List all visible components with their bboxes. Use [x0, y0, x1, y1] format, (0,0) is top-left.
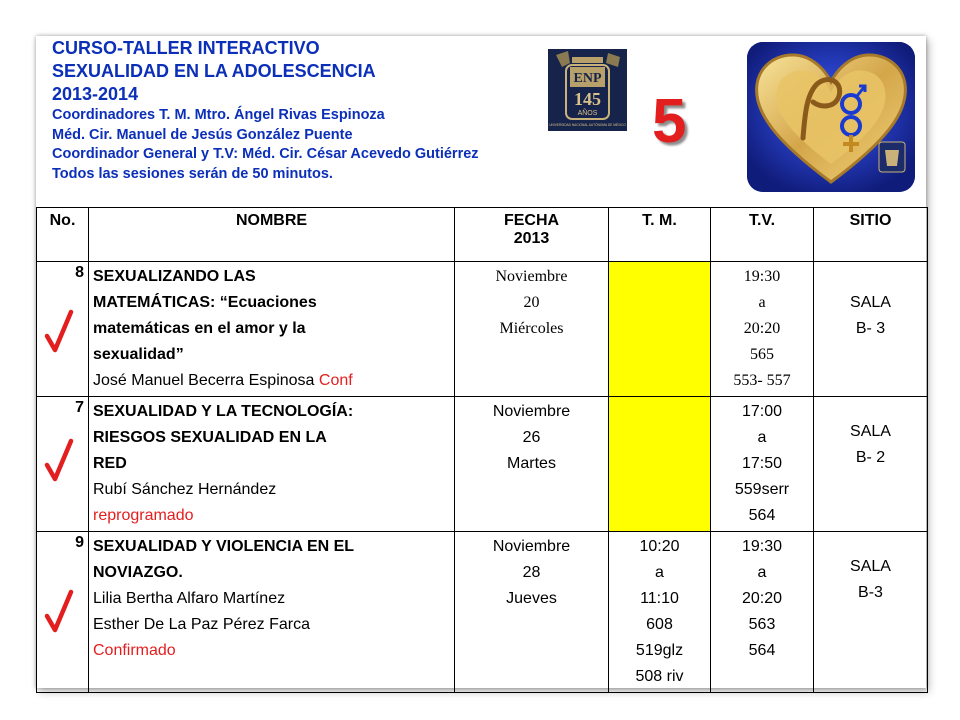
session-sitio: SALA B- 2 — [814, 397, 928, 532]
table-row — [37, 397, 928, 532]
check-mark-icon — [43, 435, 75, 485]
check-mark-icon — [43, 586, 75, 636]
header-no: No. — [37, 208, 89, 262]
slide-number: 5 — [652, 87, 687, 156]
header-tv: T.V. — [711, 208, 814, 262]
status-text: Conf — [318, 372, 353, 389]
table-header-row — [37, 208, 928, 262]
course-title: CURSO-TALLER INTERACTIVO — [52, 38, 320, 58]
svg-text:UNIVERSIDAD NACIONAL AUTÓNOMA: UNIVERSIDAD NACIONAL AUTÓNOMA DE MÉXICO — [549, 123, 626, 127]
session-name: SEXUALIZANDO LAS MATEMÁTICAS: “Ecuaciones matemáticas en el amor y la sexualidad” José Manuel Becerra Espinosa Conf — [89, 262, 455, 397]
table-row — [37, 262, 928, 397]
header-tm: T. M. — [609, 208, 711, 262]
general-coordinator-line: Coordinador General y T.V: Méd. Cir. César Acevedo Gutiérrez — [52, 146, 479, 162]
session-name: SEXUALIDAD Y LA TECNOLOGÍA: RIESGOS SEXUALIDAD EN LA RED Rubí Sánchez Hernández reprogramado — [89, 397, 455, 532]
session-tv: 19:30 a 20:20 565 553- 557 — [711, 262, 814, 397]
coordinator-second-line: Méd. Cir. Manuel de Jesús González Puente — [52, 126, 353, 143]
row-number: 7 — [37, 397, 89, 532]
enp-logo-icon — [548, 49, 627, 131]
session-sitio: SALA B-3 — [814, 532, 928, 693]
row-number: 8 — [37, 262, 89, 397]
session-tm: 10:20 a 11:10 608 519glz 508 riv — [609, 532, 711, 693]
course-header — [52, 37, 479, 184]
course-subtitle: SEXUALIDAD EN LA ADOLESCENCIA — [52, 61, 376, 81]
svg-text:ENP: ENP — [573, 71, 602, 86]
status-text: Confirmado — [93, 642, 176, 659]
session-duration-note: Todos las sesiones serán de 50 minutos. — [52, 165, 333, 182]
session-tv: 19:30 a 20:20 563 564 — [711, 532, 814, 693]
session-tm — [609, 262, 711, 397]
header-nombre: NOMBRE — [89, 208, 455, 262]
session-sitio: SALA B- 3 — [814, 262, 928, 397]
heart-logo-icon — [747, 42, 915, 192]
session-date: Noviembre 20 Miércoles — [455, 262, 609, 397]
course-year: 2013-2014 — [52, 84, 139, 104]
status-text: reprogramado — [93, 507, 194, 524]
check-mark-icon — [43, 306, 75, 356]
session-date: Noviembre 28 Jueves — [455, 532, 609, 693]
row-number: 9 — [37, 532, 89, 693]
table-row — [37, 532, 928, 693]
session-date: Noviembre 26 Martes — [455, 397, 609, 532]
session-tv: 17:00 a 17:50 559serr 564 — [711, 397, 814, 532]
svg-text:AÑOS: AÑOS — [577, 110, 598, 117]
session-name: SEXUALIDAD Y VIOLENCIA EN EL NOVIAZGO. Lilia Bertha Alfaro Martínez Esther De La Paz Pérez Farca Confirmado — [89, 532, 455, 693]
svg-text:145: 145 — [574, 89, 601, 109]
header-fecha: FECHA 2013 — [455, 208, 609, 262]
header-sitio: SITIO — [814, 208, 928, 262]
schedule-table — [36, 207, 928, 693]
session-tm — [609, 397, 711, 532]
coordinators-line: Coordinadores T. M. Mtro. Ángel Rivas Espinoza — [52, 107, 385, 123]
